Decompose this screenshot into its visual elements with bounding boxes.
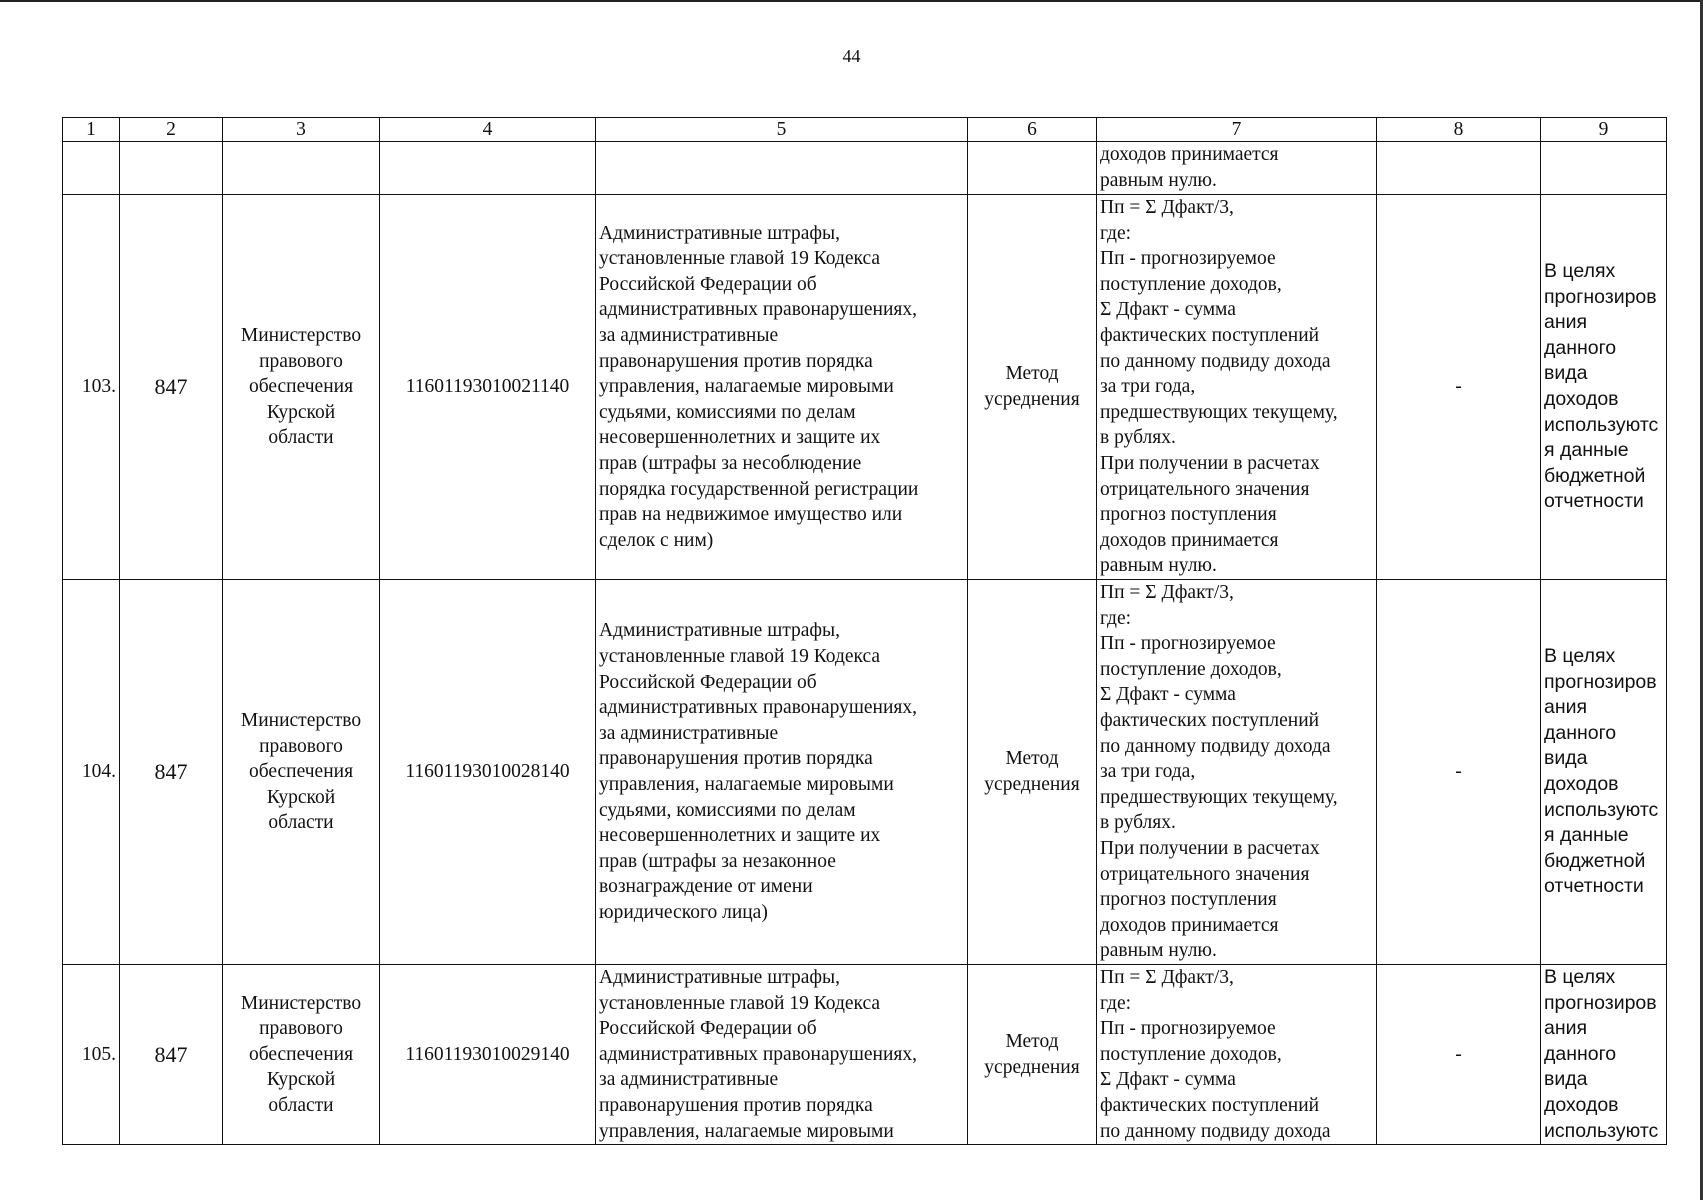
continuation-cell-6 xyxy=(968,142,1097,195)
header-col-7: 7 xyxy=(1097,118,1377,142)
forecast-formula: Пп = Σ Дфакт/3, где: Пп - прогнозируемое поступление доходов, Σ Дфакт - сумма фактических поступлений по данному подвиду дохода за три года, предшествующих текущему, в рублях. При получении в расчетах отрицательного значения прогноз поступления доходов принимается равным нулю. xyxy=(1097,195,1377,580)
scan-edge-top xyxy=(0,0,1703,2)
row-number: 105. xyxy=(63,965,120,1145)
header-col-9: 9 xyxy=(1541,118,1667,142)
data-source-note: В целях прогнозиров ания данного вида доходов используютс я данные бюджетной отчетности xyxy=(1541,195,1667,580)
header-col-5: 5 xyxy=(596,118,968,142)
header-col-8: 8 xyxy=(1377,118,1541,142)
col8-value: - xyxy=(1377,580,1541,965)
header-col-2: 2 xyxy=(120,118,223,142)
administrator-name: Министерство правового обеспечения Курской области xyxy=(223,580,380,965)
forecast-method: Метод усреднения xyxy=(968,195,1097,580)
revenue-name: Административные штрафы, установленные главой 19 Кодекса Российской Федерации об административных правонарушениях, за административные правонарушения против порядка управления, налагаемые мировыми xyxy=(596,965,968,1145)
col8-value: - xyxy=(1377,965,1541,1145)
forecast-formula: Пп = Σ Дфакт/3, где: Пп - прогнозируемое поступление доходов, Σ Дфакт - сумма фактических поступлений по данному подвиду дохода за три года, предшествующих текущему, в рублях. При получении в расчетах отрицательного значения прогноз поступления доходов принимается равным нулю. xyxy=(1097,580,1377,965)
forecast-method: Метод усреднения xyxy=(968,965,1097,1145)
admin-code: 847 xyxy=(120,580,223,965)
continuation-cell-3 xyxy=(223,142,380,195)
col8-value: - xyxy=(1377,195,1541,580)
table-row-105 xyxy=(63,965,1667,1145)
kbk-code: 11601193010028140 xyxy=(380,580,596,965)
revenue-forecast-table xyxy=(62,117,1667,1145)
admin-code: 847 xyxy=(120,195,223,580)
forecast-formula: Пп = Σ Дфакт/3, где: Пп - прогнозируемое поступление доходов, Σ Дфакт - сумма фактических поступлений по данному подвиду дохода xyxy=(1097,965,1377,1145)
continuation-cell-4 xyxy=(380,142,596,195)
table-row-103 xyxy=(63,195,1667,580)
continuation-row xyxy=(63,142,1667,195)
header-row xyxy=(63,118,1667,142)
admin-code: 847 xyxy=(120,965,223,1145)
table-row-104 xyxy=(63,580,1667,965)
administrator-name: Министерство правового обеспечения Курской области xyxy=(223,195,380,580)
row-number: 103. xyxy=(63,195,120,580)
kbk-code: 11601193010029140 xyxy=(380,965,596,1145)
continuation-cell-1 xyxy=(63,142,120,195)
header-col-3: 3 xyxy=(223,118,380,142)
header-col-1: 1 xyxy=(63,118,120,142)
data-source-note: В целях прогнозиров ания данного вида доходов используютс xyxy=(1541,965,1667,1145)
forecast-method: Метод усреднения xyxy=(968,580,1097,965)
header-col-6: 6 xyxy=(968,118,1097,142)
administrator-name: Министерство правового обеспечения Курской области xyxy=(223,965,380,1145)
header-col-4: 4 xyxy=(380,118,596,142)
continuation-cell-8 xyxy=(1377,142,1541,195)
row-number: 104. xyxy=(63,580,120,965)
continuation-cell-9 xyxy=(1541,142,1667,195)
continuation-formula: доходов принимается равным нулю. xyxy=(1097,142,1377,195)
data-source-note: В целях прогнозиров ания данного вида доходов используютс я данные бюджетной отчетности xyxy=(1541,580,1667,965)
revenue-name: Административные штрафы, установленные главой 19 Кодекса Российской Федерации об административных правонарушениях, за административные правонарушения против порядка управления, налагаемые мировыми судьями, комиссиями по делам несовершеннолетних и защите их прав (штрафы за незаконное вознаграждение от имени юридического лица) xyxy=(596,580,968,965)
revenue-name: Административные штрафы, установленные главой 19 Кодекса Российской Федерации об административных правонарушениях, за административные правонарушения против порядка управления, налагаемые мировыми судьями, комиссиями по делам несовершеннолетних и защите их прав (штрафы за несоблюдение порядка государственной регистрации прав на недвижимое имущество или сделок с ним) xyxy=(596,195,968,580)
page-number: 44 xyxy=(842,46,861,66)
continuation-cell-2 xyxy=(120,142,223,195)
continuation-cell-5 xyxy=(596,142,968,195)
kbk-code: 11601193010021140 xyxy=(380,195,596,580)
